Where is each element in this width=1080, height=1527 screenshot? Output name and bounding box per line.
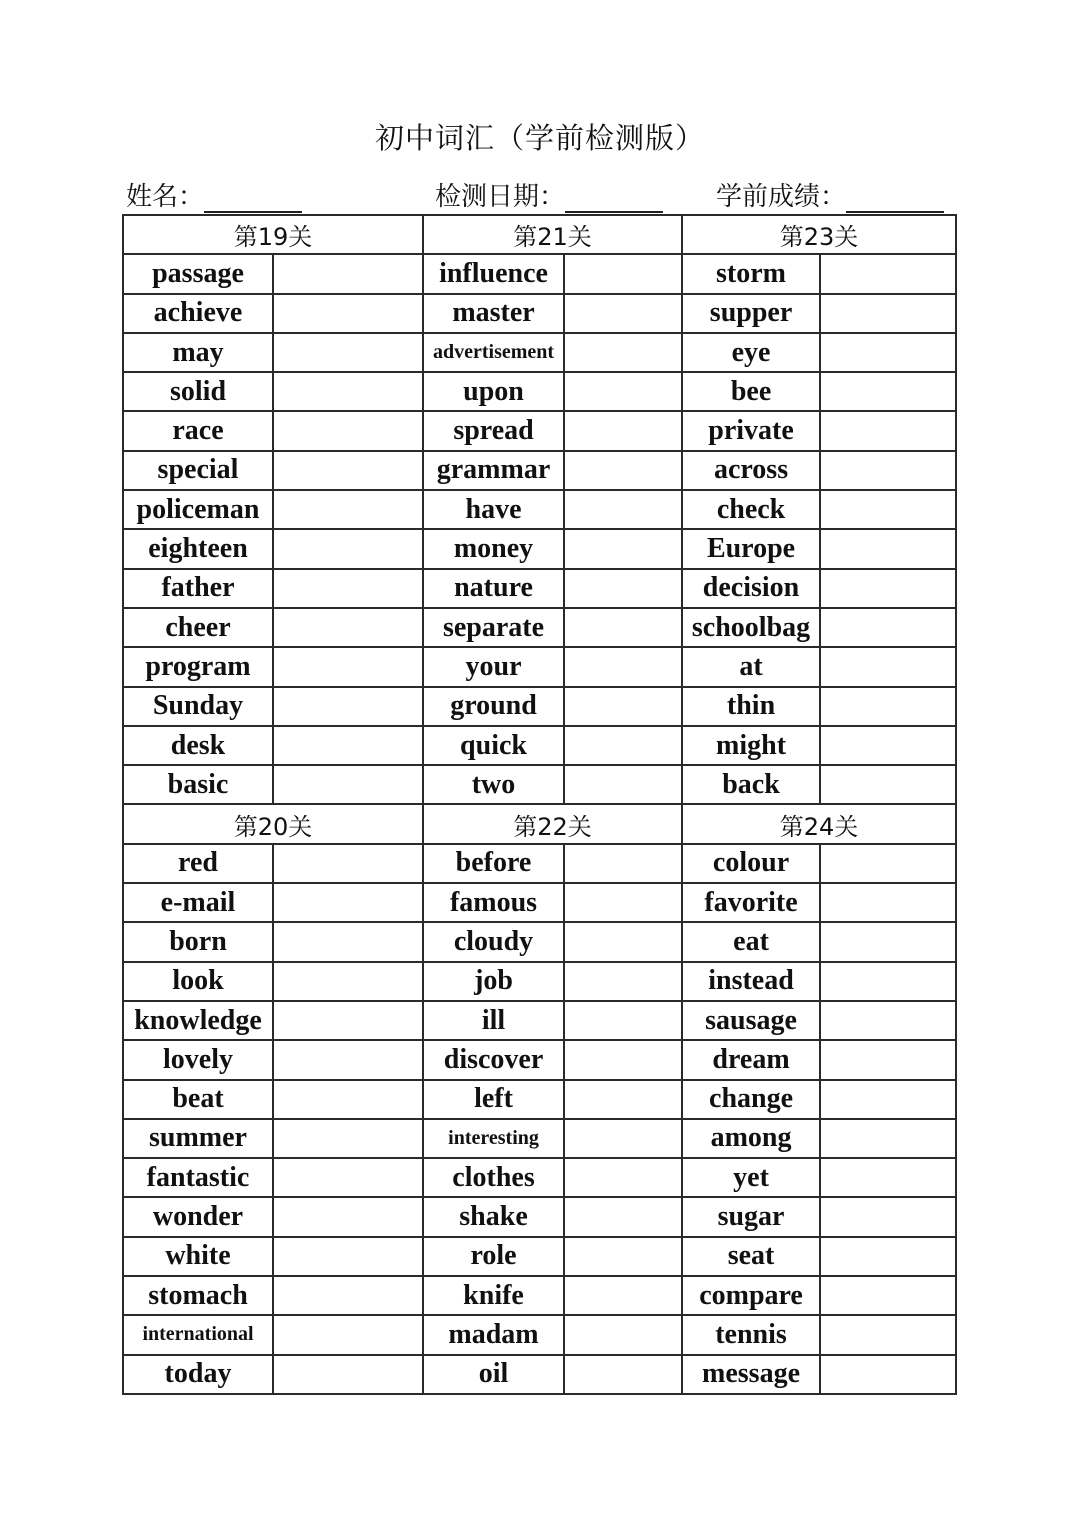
word-cell: bee [682,372,820,411]
word-cell: eye [682,333,820,372]
word-cell: born [123,922,273,961]
word-row [123,372,956,411]
word-cell: wonder [123,1197,273,1236]
word-cell: eat [682,922,820,961]
answer-cell[interactable] [820,1119,956,1158]
answer-cell[interactable] [564,1080,682,1119]
word-cell: sausage [682,1001,820,1040]
answer-cell[interactable] [273,569,423,608]
answer-cell[interactable] [564,294,682,333]
answer-cell[interactable] [820,1197,956,1236]
word-cell: passage [123,254,273,293]
word-cell: nature [423,569,564,608]
word-cell: look [123,962,273,1001]
answer-cell[interactable] [820,922,956,961]
word-cell: sugar [682,1197,820,1236]
word-row [123,844,956,883]
vocabulary-table-body [123,215,956,1394]
word-cell: master [423,294,564,333]
answer-cell[interactable] [820,372,956,411]
answer-cell[interactable] [564,765,682,804]
answer-cell[interactable] [564,1040,682,1079]
word-cell: favorite [682,883,820,922]
answer-cell[interactable] [564,687,682,726]
word-cell: supper [682,294,820,333]
word-cell: knowledge [123,1001,273,1040]
answer-cell[interactable] [564,647,682,686]
vocabulary-table [122,214,957,1395]
word-cell: colour [682,844,820,883]
word-row [123,726,956,765]
word-row [123,608,956,647]
answer-cell[interactable] [564,529,682,568]
level-header: 第20关 [123,804,423,843]
word-cell: race [123,411,273,450]
answer-cell[interactable] [273,608,423,647]
word-cell: decision [682,569,820,608]
score-blank[interactable] [846,183,944,213]
word-cell: lovely [123,1040,273,1079]
word-cell: eighteen [123,529,273,568]
word-cell: international [123,1315,273,1354]
answer-cell[interactable] [273,765,423,804]
answer-cell[interactable] [820,844,956,883]
word-cell: yet [682,1158,820,1197]
name-blank[interactable] [204,183,302,213]
answer-cell[interactable] [564,608,682,647]
word-cell: solid [123,372,273,411]
word-row [123,647,956,686]
word-cell: ground [423,687,564,726]
word-row [123,529,956,568]
page-title: 初中词汇（学前检测版） [374,121,705,155]
word-cell: before [423,844,564,883]
word-cell: beat [123,1080,273,1119]
word-cell: madam [423,1315,564,1354]
word-row [123,451,956,490]
word-row [123,765,956,804]
word-cell: money [423,529,564,568]
word-row [123,1040,956,1079]
answer-cell[interactable] [820,1001,956,1040]
word-row [123,1315,956,1354]
word-row [123,1158,956,1197]
word-row [123,254,956,293]
answer-cell[interactable] [273,726,423,765]
answer-cell[interactable] [273,1119,423,1158]
answer-cell[interactable] [820,726,956,765]
answer-cell[interactable] [564,1001,682,1040]
level-header: 第24关 [682,804,956,843]
word-row [123,922,956,961]
answer-cell[interactable] [273,1197,423,1236]
answer-cell[interactable] [273,883,423,922]
answer-cell[interactable] [820,294,956,333]
word-row [123,294,956,333]
word-row [123,687,956,726]
answer-cell[interactable] [564,922,682,961]
answer-cell[interactable] [820,569,956,608]
word-cell: compare [682,1276,820,1315]
answer-cell[interactable] [564,451,682,490]
word-cell: influence [423,254,564,293]
answer-cell[interactable] [820,1315,956,1354]
answer-cell[interactable] [820,451,956,490]
word-cell: father [123,569,273,608]
word-cell: upon [423,372,564,411]
word-cell: left [423,1080,564,1119]
answer-cell[interactable] [273,1355,423,1394]
word-cell: separate [423,608,564,647]
word-cell: knife [423,1276,564,1315]
answer-cell[interactable] [820,490,956,529]
word-cell: job [423,962,564,1001]
answer-cell[interactable] [820,962,956,1001]
word-row [123,1119,956,1158]
name-label: 姓名： [126,182,205,212]
answer-cell[interactable] [273,1237,423,1276]
word-cell: check [682,490,820,529]
answer-cell[interactable] [820,411,956,450]
word-cell: stomach [123,1276,273,1315]
answer-cell[interactable] [564,1315,682,1354]
word-cell: discover [423,1040,564,1079]
answer-cell[interactable] [273,1158,423,1197]
word-row [123,1355,956,1394]
word-cell: might [682,726,820,765]
answer-cell[interactable] [273,647,423,686]
name-field [126,176,302,216]
word-cell: private [682,411,820,450]
answer-cell[interactable] [564,411,682,450]
answer-cell[interactable] [273,1315,423,1354]
level-header: 第23关 [682,215,956,254]
level-header: 第19关 [123,215,423,254]
word-cell: ill [423,1001,564,1040]
word-cell: quick [423,726,564,765]
answer-cell[interactable] [820,647,956,686]
answer-cell[interactable] [273,962,423,1001]
word-cell: oil [423,1355,564,1394]
answer-cell[interactable] [820,1040,956,1079]
word-cell: cloudy [423,922,564,961]
answer-cell[interactable] [820,333,956,372]
answer-cell[interactable] [564,333,682,372]
word-cell: white [123,1237,273,1276]
word-cell: tennis [682,1315,820,1354]
word-cell: clothes [423,1158,564,1197]
word-cell: e-mail [123,883,273,922]
date-field [435,176,663,216]
date-label: 检测日期： [435,182,566,212]
answer-cell[interactable] [820,529,956,568]
answer-cell[interactable] [820,1080,956,1119]
word-cell: message [682,1355,820,1394]
answer-cell[interactable] [564,726,682,765]
word-cell: red [123,844,273,883]
level-header: 第21关 [423,215,682,254]
answer-cell[interactable] [273,529,423,568]
word-cell: storm [682,254,820,293]
word-cell: special [123,451,273,490]
word-row [123,1276,956,1315]
word-cell: among [682,1119,820,1158]
answer-cell[interactable] [273,844,423,883]
word-cell: shake [423,1197,564,1236]
answer-cell[interactable] [564,1237,682,1276]
answer-cell[interactable] [564,1119,682,1158]
answer-cell[interactable] [564,254,682,293]
word-cell: at [682,647,820,686]
word-cell: thin [682,687,820,726]
word-cell: Europe [682,529,820,568]
word-cell: desk [123,726,273,765]
answer-cell[interactable] [273,490,423,529]
answer-cell[interactable] [273,372,423,411]
word-cell: schoolbag [682,608,820,647]
answer-cell[interactable] [820,254,956,293]
answer-cell[interactable] [273,254,423,293]
answer-cell[interactable] [564,844,682,883]
word-cell: seat [682,1237,820,1276]
word-cell: role [423,1237,564,1276]
word-row [123,883,956,922]
answer-cell[interactable] [273,1080,423,1119]
answer-cell[interactable] [564,490,682,529]
word-cell: today [123,1355,273,1394]
word-cell: have [423,490,564,529]
answer-cell[interactable] [564,1355,682,1394]
answer-cell[interactable] [564,1197,682,1236]
word-row [123,962,956,1001]
word-cell: famous [423,883,564,922]
score-label: 学前成绩： [716,182,847,212]
answer-cell[interactable] [273,687,423,726]
level-header-row [123,215,956,254]
word-cell: advertisement [423,333,564,372]
word-cell: Sunday [123,687,273,726]
word-cell: basic [123,765,273,804]
word-cell: cheer [123,608,273,647]
answer-cell[interactable] [820,765,956,804]
answer-cell[interactable] [564,372,682,411]
answer-cell[interactable] [273,1276,423,1315]
word-cell: achieve [123,294,273,333]
word-cell: interesting [423,1119,564,1158]
word-row [123,1080,956,1119]
answer-cell[interactable] [564,1276,682,1315]
answer-cell[interactable] [273,1001,423,1040]
word-row [123,569,956,608]
answer-cell[interactable] [273,922,423,961]
word-row [123,1197,956,1236]
answer-cell[interactable] [820,883,956,922]
answer-cell[interactable] [273,294,423,333]
word-row [123,1237,956,1276]
level-header: 第22关 [423,804,682,843]
word-cell: policeman [123,490,273,529]
word-cell: program [123,647,273,686]
date-blank[interactable] [565,183,663,213]
word-row [123,333,956,372]
score-field [716,176,944,216]
answer-cell[interactable] [564,569,682,608]
word-row [123,1001,956,1040]
answer-cell[interactable] [820,1276,956,1315]
word-cell: your [423,647,564,686]
word-cell: spread [423,411,564,450]
word-cell: two [423,765,564,804]
word-cell: fantastic [123,1158,273,1197]
answer-cell[interactable] [820,1158,956,1197]
word-cell: instead [682,962,820,1001]
word-cell: back [682,765,820,804]
answer-cell[interactable] [564,962,682,1001]
answer-cell[interactable] [564,883,682,922]
answer-cell[interactable] [820,1237,956,1276]
answer-cell[interactable] [273,451,423,490]
word-cell: dream [682,1040,820,1079]
answer-cell[interactable] [273,411,423,450]
answer-cell[interactable] [820,687,956,726]
level-header-row [123,804,956,843]
answer-cell[interactable] [564,1158,682,1197]
word-cell: change [682,1080,820,1119]
word-row [123,411,956,450]
answer-cell[interactable] [820,1355,956,1394]
word-cell: may [123,333,273,372]
word-cell: summer [123,1119,273,1158]
answer-cell[interactable] [273,1040,423,1079]
word-cell: across [682,451,820,490]
answer-cell[interactable] [820,608,956,647]
word-cell: grammar [423,451,564,490]
word-row [123,490,956,529]
answer-cell[interactable] [273,333,423,372]
